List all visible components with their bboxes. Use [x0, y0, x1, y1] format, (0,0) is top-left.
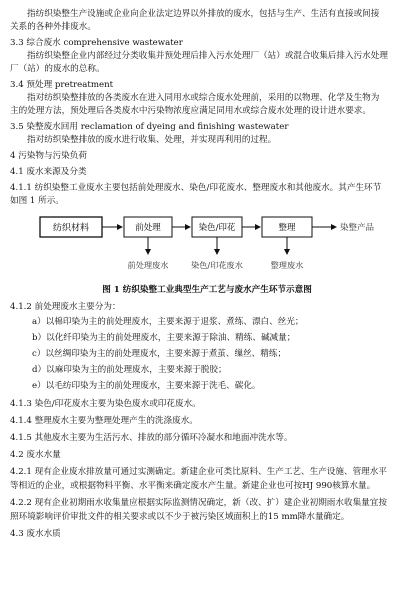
- heading-4-2: 4.2 废水水量: [10, 450, 61, 460]
- para-3-4-line-1: 指对纺织染整排放的各类废水在进入同用水或综合废水处理前，采用的以物理、化学及生物为: [27, 93, 380, 103]
- para-4-1-4: 4.1.4 整理废水主要为整理处理产生的洗涤废水。: [10, 416, 198, 426]
- box-textile-material-label: 纺织材料: [52, 223, 90, 234]
- box-finishing-label: 整理: [278, 223, 296, 233]
- para-4-2-2-line-1: 4.2.2 现有企业初期雨水收集量应根据实际监测情况确定，新（改、扩）建企业初期雨水收集量宜按: [10, 498, 387, 508]
- para-3-5-line-1: 指对纺织染整排放的废水进行收集、处理，并实现再利用的过程。: [27, 135, 277, 145]
- process-flow-diagram: [10, 214, 404, 282]
- heading-4-3: 4.3 废水水质: [10, 529, 61, 539]
- output-finishing-wastewater: 整理废水: [270, 260, 304, 270]
- output-pretreatment-wastewater: 前处理废水: [127, 260, 169, 270]
- process-flow-svg: [10, 214, 404, 282]
- heading-3-3: 3.3 综合废水 comprehensive wastewater: [10, 38, 183, 48]
- box-pretreatment-label: 前处理: [135, 223, 161, 233]
- product-label: 染整产品: [340, 223, 375, 233]
- para-3-3-line-1: 指纺织染整企业内部经过分类收集并预处理后排入污水处理厂（站）或混合收集后排入污水处理: [27, 51, 388, 61]
- heading-3-4: 3.4 预处理 pretreatment: [10, 80, 114, 90]
- list-item-b: b）以化纤印染为主的前处理废水，主要来源于除油、精练、碱减量；: [32, 333, 296, 343]
- para-3-3-line-2: 厂（站）的废水的总称。: [10, 64, 105, 74]
- para-4-1-5: 4.1.5 其他废水主要为生活污水、排放的部分循环冷凝水和地面冲洗水等。: [10, 433, 293, 443]
- heading-4-1: 4.1 废水来源及分类: [10, 167, 87, 177]
- intro-line-1: 指纺织染整生产设施或企业向企业法定边界以外排放的废水，包括与生产、生活有直接或间接: [27, 9, 380, 19]
- para-4-1-1-line-1: 4.1.1 纺织染整工业废水主要包括前处理废水、染色/印花废水、整理废水和其他废水。其产生环节: [10, 183, 382, 193]
- list-item-e: e）以毛纺印染为主的前处理废水，主要来源于洗毛、碳化。: [32, 381, 261, 391]
- para-4-2-2-line-2: 照环境影响评价审批文件的相关要求或以不少于被污染区域面积上的15 mm降水量确定。: [10, 512, 350, 522]
- heading-4-1-2: 4.1.2 前处理废水主要分为：: [10, 302, 121, 312]
- box-dyeing-printing-label: 染色/印花: [198, 223, 236, 233]
- para-4-1-1-line-2: 如图 1 所示。: [10, 196, 64, 206]
- heading-3-5: 3.5 染整废水回用 reclamation of dyeing and finishing wastewater: [10, 122, 289, 132]
- list-item-c: c）以丝绸印染为主的前处理废水，主要来源于煮茧、缫丝、精练；: [32, 349, 287, 359]
- para-3-4-line-2: 主的处理方法，预处理后各类废水中污染物浓度应满足同用水或综合废水处理的设计进水要求。: [10, 106, 371, 116]
- heading-4: 4 污染物与污染负荷: [10, 151, 87, 161]
- intro-line-2: 关系的各种外排废水。: [10, 22, 96, 32]
- para-4-2-1-line-1: 4.2.1 现有企业废水排放量可通过实测确定。新建企业可类比原料、生产工艺、生产设施、管理水平: [10, 467, 387, 477]
- figure-caption: 图 1 纺织染整工业典型生产工艺与废水产生环节示意图: [102, 285, 312, 295]
- output-dyeing-wastewater: 染色/印花废水: [191, 260, 243, 270]
- para-4-2-1-line-2: 等相近的企业，或根据物料平衡、水平衡来确定废水产生量。新建企业也可按HJ 990核算水量。: [10, 481, 376, 491]
- list-item-a: a）以棉印染为主的前处理废水，主要来源于退浆、煮练、漂白、丝光；: [32, 317, 304, 327]
- list-item-d: d）以麻印染为主的前处理废水，主要来源于脱胶；: [32, 365, 227, 375]
- para-4-1-3: 4.1.3 染色/印花废水主要为染色废水或印花废水。: [10, 399, 201, 409]
